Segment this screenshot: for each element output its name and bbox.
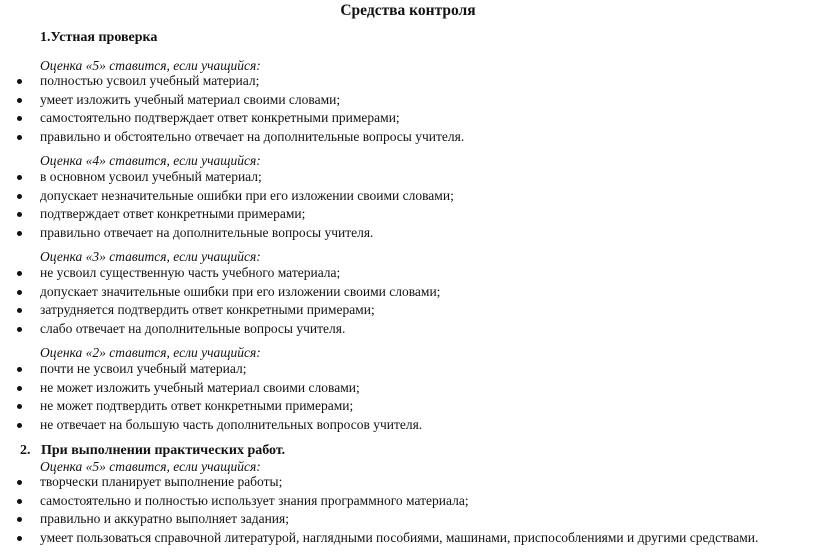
grade-3-heading: Оценка «3» ставится, если учащийся:: [40, 249, 261, 264]
list-item: правильно и аккуратно выполняет задания;: [17, 510, 758, 529]
list-item: умеет изложить учебный материал своими словами;: [17, 91, 464, 110]
list-item: в основном усвоил учебный материал;: [17, 168, 454, 187]
grade-4-heading: Оценка «4» ставится, если учащийся:: [40, 153, 261, 168]
list-item: самостоятельно и полностью использует знания программного материала;: [17, 492, 758, 511]
list-item: не отвечает на большую часть дополнительных вопросов учителя.: [17, 416, 422, 435]
grade-3-criteria-list: [17, 264, 440, 338]
list-item: самостоятельно подтверждает ответ конкретными примерами;: [17, 109, 464, 128]
list-item: допускает незначительные ошибки при его изложении своими словами;: [17, 187, 454, 206]
grade-5-criteria-list: [17, 72, 464, 146]
list-item: не может изложить учебный материал своими словами;: [17, 379, 422, 398]
grade-4-criteria-list: [17, 168, 454, 242]
list-item: подтверждает ответ конкретными примерами;: [17, 205, 454, 224]
list-item: творчески планирует выполнение работы;: [17, 473, 758, 492]
section-oral-check-heading: 1.Устная проверка: [40, 30, 158, 45]
list-item: правильно и обстоятельно отвечает на дополнительные вопросы учителя.: [17, 128, 464, 147]
list-item: не усвоил существенную часть учебного материала;: [17, 264, 440, 283]
practical-grade-5-criteria-list: [17, 473, 758, 547]
list-item: полностью усвоил учебный материал;: [17, 72, 464, 91]
grade-5-heading: Оценка «5» ставится, если учащийся:: [40, 58, 261, 73]
list-item: затрудняется подтвердить ответ конкретными примерами;: [17, 301, 440, 320]
section-practical-work-heading: 2. При выполнении практических работ.: [20, 443, 286, 458]
page-title: Средства контроля: [340, 2, 476, 19]
grade-2-heading: Оценка «2» ставится, если учащийся:: [40, 345, 261, 360]
list-item: почти не усвоил учебный материал;: [17, 360, 422, 379]
list-item: умеет пользоваться справочной литературой, наглядными пособиями, машинами, приспособлениями и другими средствами.: [17, 529, 758, 548]
list-item: правильно отвечает на дополнительные вопросы учителя.: [17, 224, 454, 243]
list-item: слабо отвечает на дополнительные вопросы учителя.: [17, 320, 440, 339]
list-item: допускает значительные ошибки при его изложении своими словами;: [17, 283, 440, 302]
practical-grade-5-heading: Оценка «5» ставится, если учащийся:: [40, 459, 261, 474]
grade-2-criteria-list: [17, 360, 422, 434]
list-item: не может подтвердить ответ конкретными примерами;: [17, 397, 422, 416]
